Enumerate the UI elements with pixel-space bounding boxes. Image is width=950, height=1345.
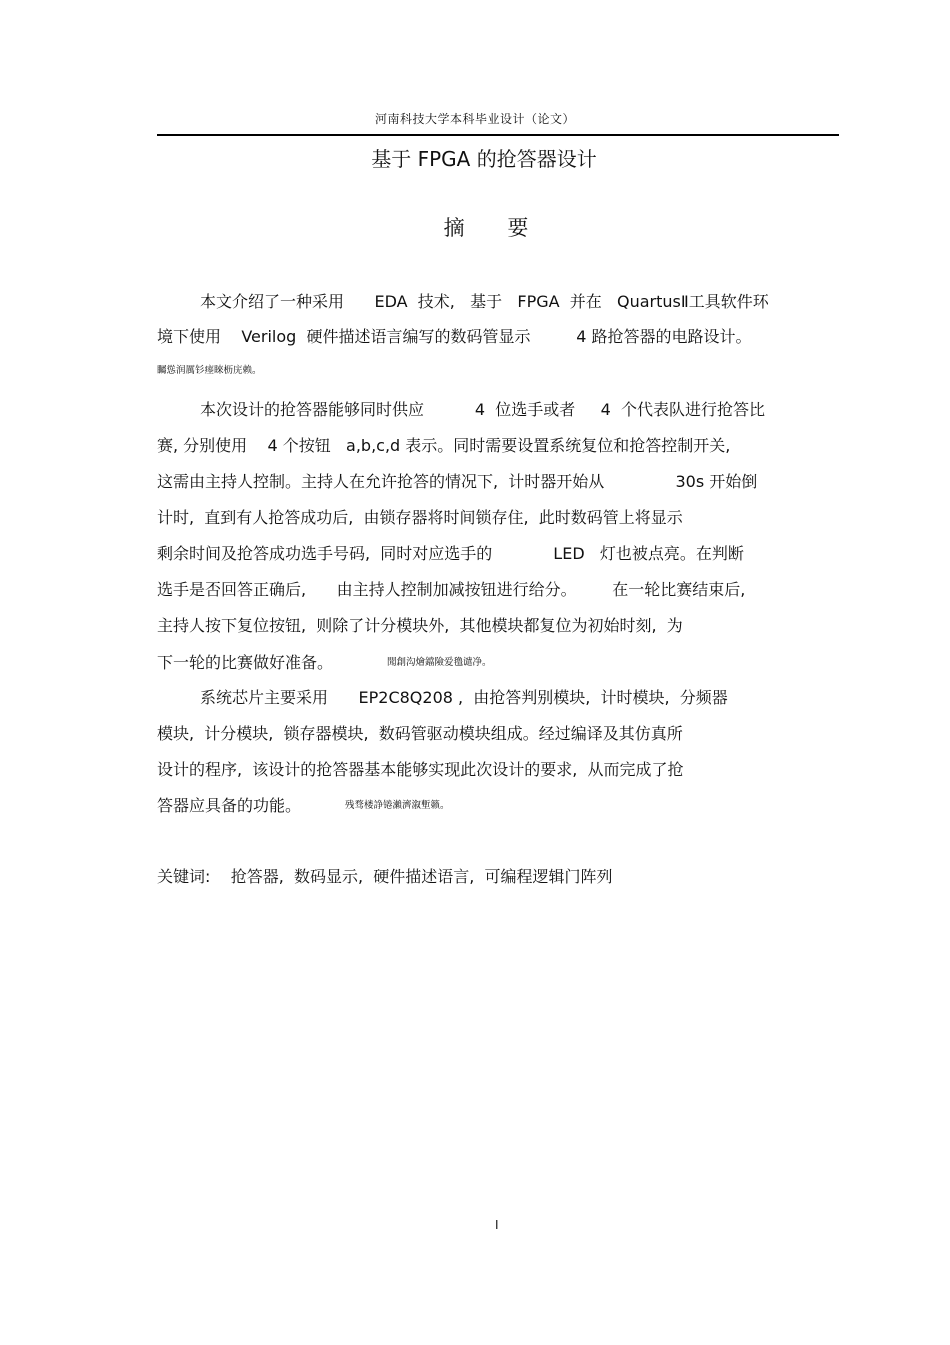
keywords: 关键词: 抢答器, 数码显示, 硬件描述语言, 可编程逻辑门阵列 xyxy=(157,867,613,886)
abstract-heading: 摘 要 xyxy=(443,216,547,240)
garbled-text-3: 残骛楼諍锩瀨濟溆塹籟。 xyxy=(345,800,450,811)
paragraph-2-line-8: 下一轮的比赛做好准备。 xyxy=(157,653,334,672)
paragraph-2-line-2: 赛, 分别使用 4 个按钮 a,b,c,d 表示。同时需要设置系统复位和抢答控制开关, xyxy=(157,436,731,455)
paragraph-3-line-1: 系统芯片主要采用 EP2C8Q208 , 由抢答判别模块, 计时模块, 分频器 xyxy=(200,688,728,707)
garbled-text-2: 聞創沟燴鐺險爱氇谴净。 xyxy=(387,657,492,668)
paragraph-1-line-1: 本文介绍了一种采用 EDA 技术, 基于 FPGA 并在 QuartusⅡ工具软件环 xyxy=(200,292,769,311)
page-number: I xyxy=(495,1218,499,1232)
header-rule xyxy=(157,134,839,136)
paragraph-2-line-3: 这需由主持人控制。主持人在允许抢答的情况下, 计时器开始从 30s 开始倒 xyxy=(157,472,758,491)
paper-title: 基于 FPGA 的抢答器设计 xyxy=(371,147,597,171)
garbled-text-1: 矚慫润厲钐瘗睞枥庑赖。 xyxy=(157,365,262,376)
paragraph-2-line-5: 剩余时间及抢答成功选手号码, 同时对应选手的 LED 灯也被点亮。在判断 xyxy=(157,544,744,563)
paragraph-2-line-4: 计时, 直到有人抢答成功后, 由锁存器将时间锁存住, 此时数码管上将显示 xyxy=(157,508,683,527)
paragraph-2-line-1: 本次设计的抢答器能够同时供应 4 位选手或者 4 个代表队进行抢答比 xyxy=(200,400,765,419)
paragraph-3-line-3: 设计的程序, 该设计的抢答器基本能够实现此次设计的要求, 从而完成了抢 xyxy=(157,760,684,779)
paragraph-2-line-7: 主持人按下复位按钮, 则除了计分模块外, 其他模块都复位为初始时刻, 为 xyxy=(157,616,683,635)
paragraph-3-line-2: 模块, 计分模块, 锁存器模块, 数码管驱动模块组成。经过编译及其仿真所 xyxy=(157,724,683,743)
paragraph-2-line-6: 选手是否回答正确后, 由主持人控制加减按钮进行给分。 在一轮比赛结束后, xyxy=(157,580,746,599)
page-header: 河南科技大学本科毕业设计（论文） xyxy=(374,112,575,126)
paragraph-1-line-2: 境下使用 Verilog 硬件描述语言编写的数码管显示 4 路抢答器的电路设计。 xyxy=(157,327,752,346)
paragraph-3-line-4: 答器应具备的功能。 xyxy=(157,796,302,815)
